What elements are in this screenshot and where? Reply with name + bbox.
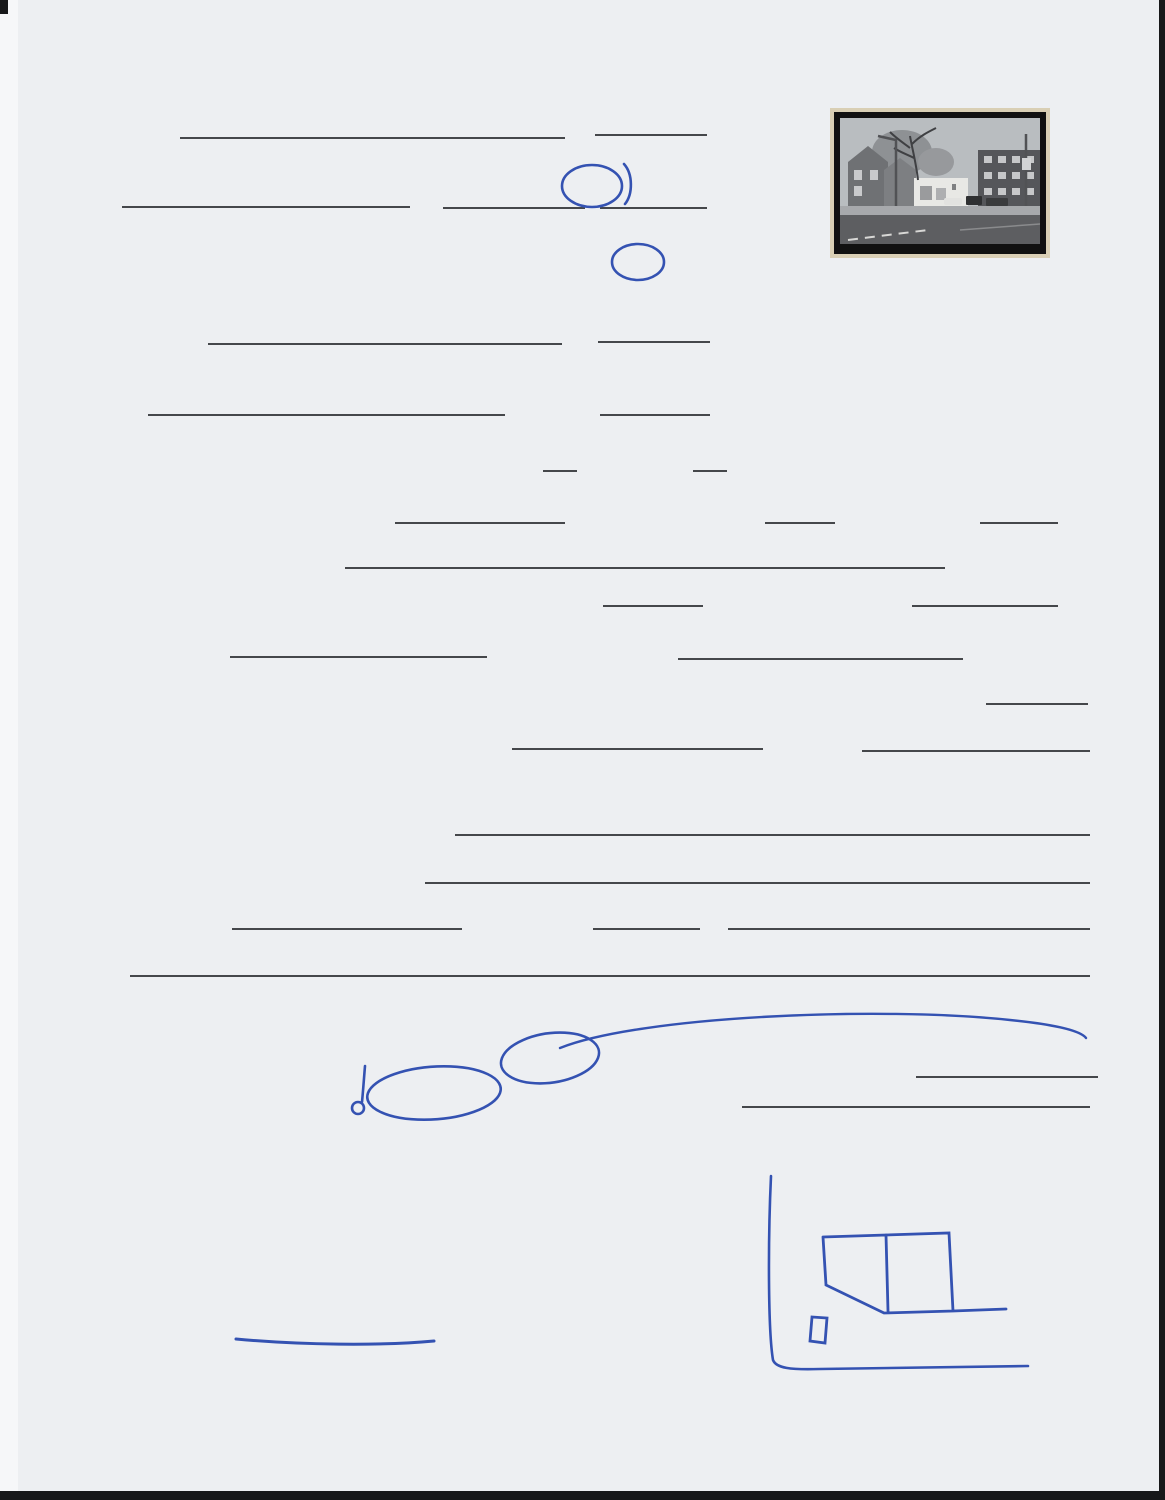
sitedesc-underline [236, 1339, 434, 1344]
sketch-building-plan [810, 1233, 1006, 1343]
circle-88 [562, 164, 631, 207]
swoosh-intl [560, 1014, 1086, 1048]
scan-edge-bottom [0, 1491, 1165, 1500]
scan-edge-right [1159, 0, 1165, 1500]
min-exclaim [352, 1066, 365, 1114]
circle-61 [612, 244, 664, 280]
scan-mark-topleft [0, 0, 8, 14]
min-ellipse [367, 1066, 500, 1119]
building-photo [830, 108, 1050, 258]
sketch-corner-outline [769, 1176, 1028, 1369]
photo-street-scene [840, 118, 1040, 244]
